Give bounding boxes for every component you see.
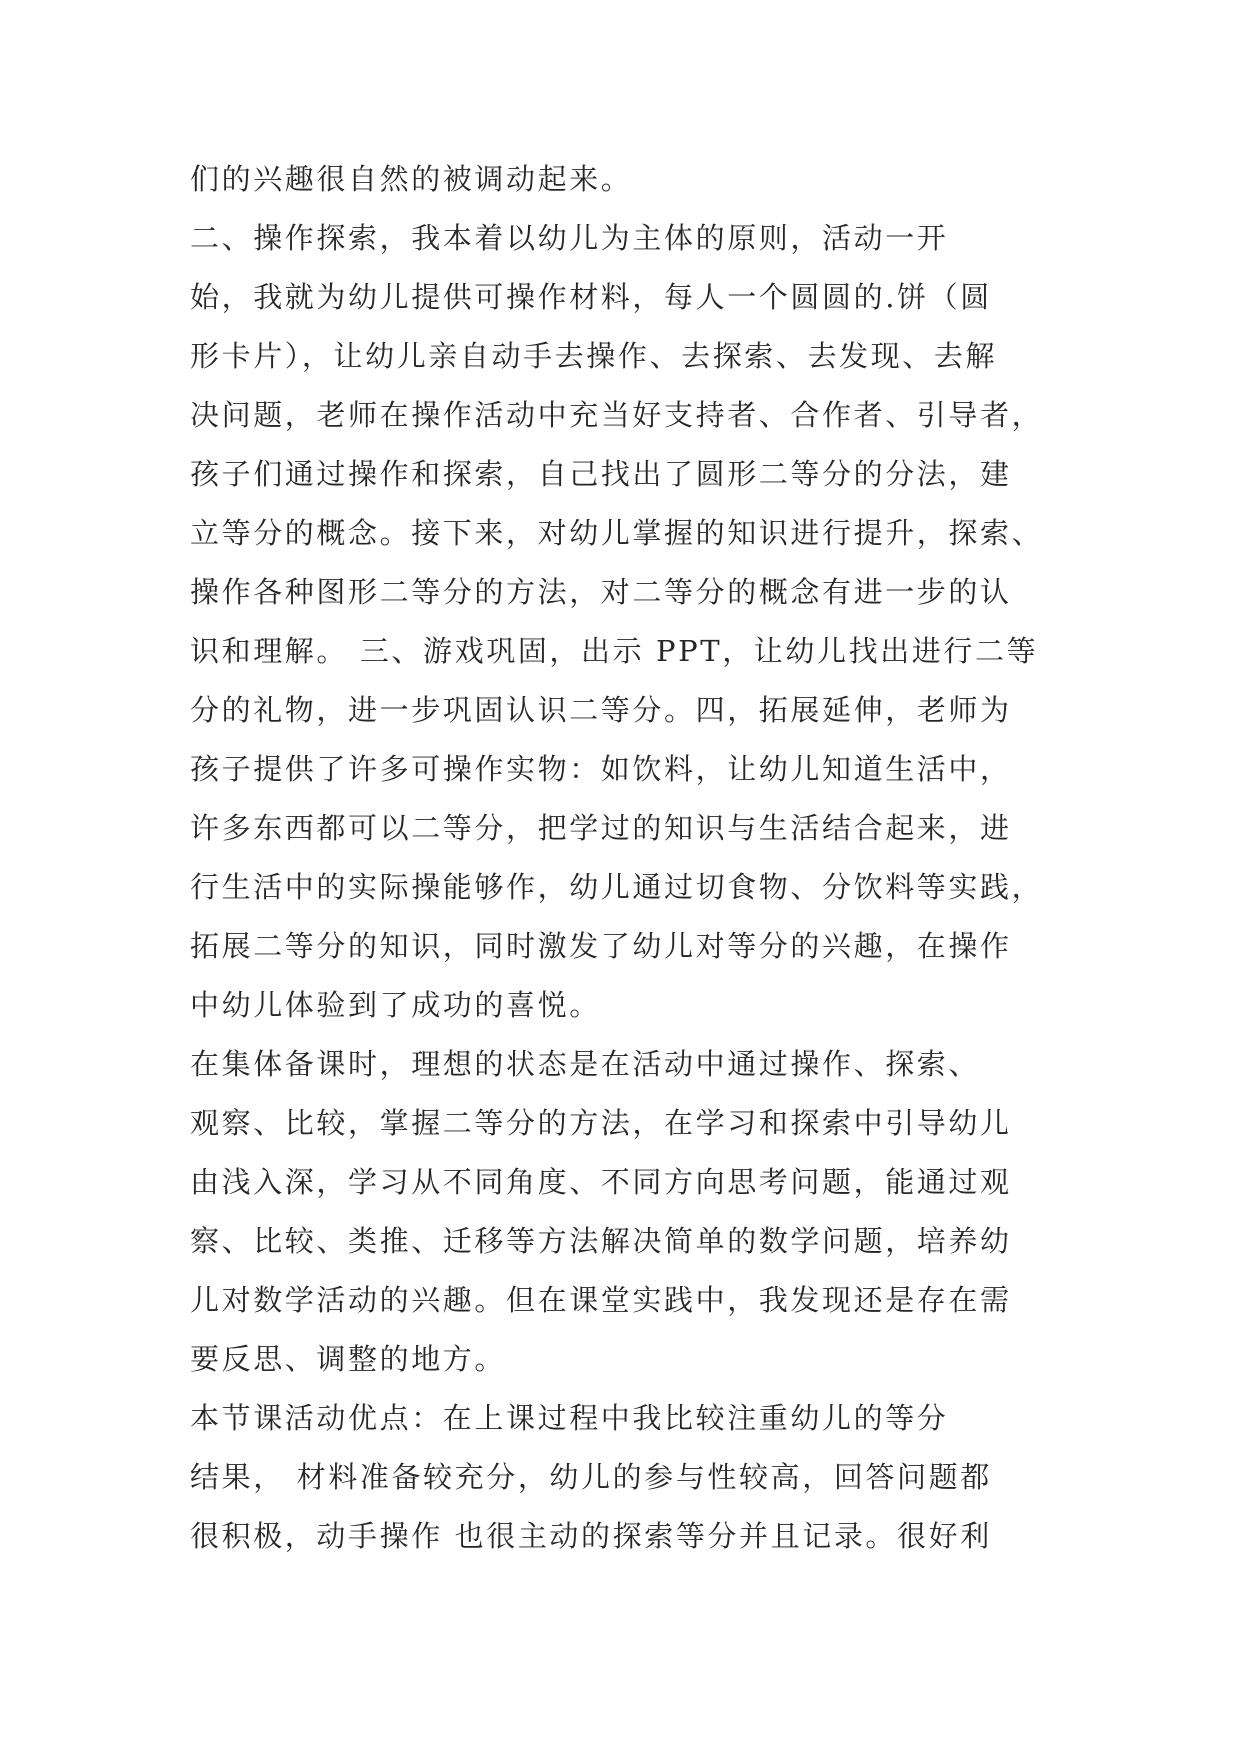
text-line: 行生活中的实际操能够作，幼儿通过切食物、分饮料等实践，	[190, 870, 1044, 904]
text-line: 本节课活动优点：在上课过程中我比较注重幼儿的等分	[190, 1401, 949, 1435]
text-line: 在集体备课时，理想的状态是在活动中通过操作、探索、	[190, 1047, 981, 1081]
text-line: 中幼儿体验到了成功的喜悦。	[190, 988, 601, 1022]
text-line: 很积极，动手操作 也很主动的探索等分并且记录。很好利	[190, 1519, 992, 1553]
text-line: 操作各种图形二等分的方法，对二等分的概念有进一步的认	[190, 575, 1012, 609]
text-line: 孩子们通过操作和探索，自己找出了圆形二等分的分法，建	[190, 457, 1012, 491]
text-line: 观察、比较，掌握二等分的方法，在学习和探索中引导幼儿	[190, 1106, 1012, 1140]
text-line: 形卡片），让幼儿亲自动手去操作、去探索、去发现、去解	[190, 339, 998, 373]
document-body	[190, 150, 1070, 1566]
text-line: 识和理解。 三、游戏巩固，出示 PPT，让幼儿找出进行二等	[190, 634, 1039, 668]
text-line: 决问题，老师在操作活动中充当好支持者、合作者、引导者，	[190, 398, 1044, 432]
text-line: 由浅入深，学习从不同角度、不同方向思考问题，能通过观	[190, 1165, 1012, 1199]
text-line: 结果， 材料准备较充分，幼儿的参与性较高，回答问题都	[190, 1460, 992, 1494]
text-line: 始，我就为幼儿提供可操作材料，每人一个圆圆的.饼（圆	[190, 280, 992, 314]
text-line: 拓展二等分的知识，同时激发了幼儿对等分的兴趣，在操作	[190, 929, 1012, 963]
text-line: 分的礼物，进一步巩固认识二等分。四，拓展延伸，老师为	[190, 693, 1012, 727]
text-line: 儿对数学活动的兴趣。但在课堂实践中，我发现还是存在需	[190, 1283, 1012, 1317]
text-line: 们的兴趣很自然的被调动起来。	[190, 162, 633, 196]
text-line: 二、操作探索，我本着以幼儿为主体的原则，活动一开	[190, 221, 949, 255]
text-line: 立等分的概念。接下来，对幼儿掌握的知识进行提升，探索、	[190, 516, 1044, 550]
text-line: 孩子提供了许多可操作实物：如饮料，让幼儿知道生活中，	[190, 752, 1012, 786]
text-line: 察、比较、类推、迁移等方法解决简单的数学问题，培养幼	[190, 1224, 1012, 1258]
text-line: 许多东西都可以二等分，把学过的知识与生活结合起来，进	[190, 811, 1012, 845]
text-line: 要反思、调整的地方。	[190, 1342, 507, 1376]
